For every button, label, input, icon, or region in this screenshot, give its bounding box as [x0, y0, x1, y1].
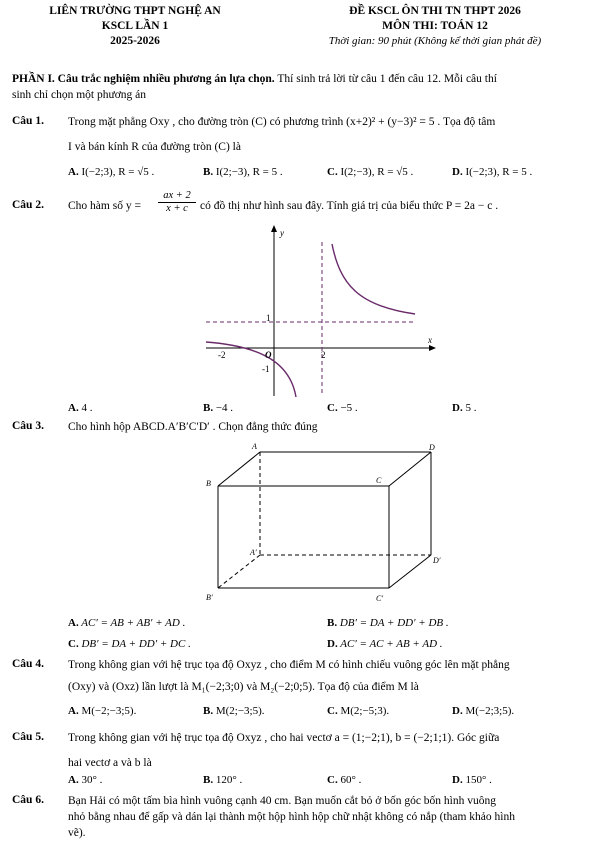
q2-option-d[interactable]: D. 5 .	[452, 402, 477, 414]
q4-option-b[interactable]: B. M(2;−3;5).	[203, 705, 265, 717]
tick-label-2: 2	[321, 350, 326, 360]
exam-round: KSCL LẦN 1	[101, 20, 169, 32]
q3-option-a[interactable]: A. AC′ = AB + AB′ + AD .	[68, 617, 186, 629]
y-axis-label: y	[280, 228, 284, 238]
q4-stem-2: (Oxy) và (Oxz) lần lượt là M₁(−2;3;0) và M₂(−2;0;5). Tọa độ của điểm M là	[68, 681, 419, 693]
vertex-d: D	[429, 443, 435, 452]
q4-option-d[interactable]: D. M(−2;3;5).	[452, 705, 515, 717]
q2-stem-post: có đồ thị như hình sau đây. Tính giá trị của biểu thức P = 2a − c .	[200, 200, 499, 212]
school-year: 2025-2026	[110, 35, 160, 47]
exam-duration: Thời gian: 90 phút (Không kể thời gian phát đề)	[328, 35, 542, 47]
vertex-c1: C′	[376, 594, 384, 603]
vertex-c: C	[376, 476, 382, 485]
tick-label-minus2: -2	[218, 350, 226, 360]
q5-option-b[interactable]: B. 120° .	[203, 774, 243, 786]
part1-intro	[12, 72, 582, 86]
q3-option-d[interactable]: D. AC′ = AC + AB + AD .	[327, 638, 443, 650]
q1-number: Câu 1.	[12, 115, 44, 127]
q2-fraction: ax + 2 x + c	[158, 190, 196, 215]
q4-option-a[interactable]: A. M(−2;−3;5).	[68, 705, 137, 717]
q6-stem-1: Bạn Hải có một tấm bìa hình vuông cạnh 40 cm. Bạn muốn cắt bỏ ở bốn góc bốn hình vuông	[68, 795, 496, 807]
vertex-b: B	[206, 479, 211, 488]
q4-option-c[interactable]: C. M(2;−5;3).	[327, 705, 390, 717]
school-name: LIÊN TRƯỜNG THPT NGHỆ AN	[49, 5, 221, 17]
tick-label-1: 1	[266, 313, 271, 323]
vertex-d1: D′	[433, 556, 441, 565]
tick-label-minus1: -1	[262, 364, 270, 374]
q3-option-b[interactable]: B. DB′ = DA + DD′ + DB .	[327, 617, 449, 629]
q3-option-c[interactable]: C. DB′ = DA + DD′ + DC .	[68, 638, 191, 650]
q5-option-d[interactable]: D. 150° .	[452, 774, 492, 786]
q2-option-b[interactable]: B. −4 .	[203, 402, 234, 414]
q6-number: Câu 6.	[12, 794, 44, 806]
q1-option-d[interactable]: D. I(−2;3), R = 5 .	[452, 166, 533, 178]
q5-number: Câu 5.	[12, 731, 44, 743]
q4-stem-1: Trong không gian với hệ trục tọa độ Oxyz , cho điểm M có hình chiếu vuông góc lên mặt phẳng	[68, 659, 510, 671]
q5-stem-2: hai vectơ a và b là	[68, 757, 152, 769]
q1-option-b[interactable]: B. I(2;−3), R = 5 .	[203, 166, 283, 178]
vertex-a: A	[252, 442, 257, 451]
q2-option-c[interactable]: C. −5 .	[327, 402, 358, 414]
q6-stem-2: nhỏ bằng nhau để gấp và dán lại thành một hộp hình hộp chữ nhật không có nắp (tham khảo hình	[68, 811, 515, 823]
q2-option-a[interactable]: A. 4 .	[68, 402, 93, 414]
q1-option-a[interactable]: A. I(−2;3), R = √5 .	[68, 166, 155, 178]
q1-stem-1: Trong mặt phẳng Oxy , cho đường tròn (C) có phương trình (x+2)² + (y−3)² = 5 . Tọa độ tâm	[68, 116, 496, 128]
q6-stem-3: vẽ).	[68, 827, 86, 839]
q5-option-c[interactable]: C. 60° .	[327, 774, 362, 786]
x-axis-label: x	[428, 335, 432, 345]
q1-stem-2: I và bán kính R của đường tròn (C) là	[68, 141, 241, 153]
part1-title: PHẦN I. Câu trắc nghiệm nhiều phương án lựa chọn.	[12, 73, 275, 85]
q2-function-graph	[200, 222, 440, 400]
part1-text-1: Thí sinh trả lời từ câu 1 đến câu 12. Mỗi câu thí	[277, 73, 497, 85]
q2-number: Câu 2.	[12, 199, 44, 211]
q3-number: Câu 3.	[12, 420, 44, 432]
q3-stem: Cho hình hộp ABCD.A′B′C′D′ . Chọn đẳng thức đúng	[68, 421, 318, 433]
subject-title: MÔN THI: TOÁN 12	[382, 20, 488, 32]
part1-text-2: sinh chỉ chọn một phương án	[12, 89, 147, 101]
vertex-a1: A′	[250, 548, 257, 557]
q4-number: Câu 4.	[12, 658, 44, 670]
q3-parallelepiped	[196, 440, 446, 608]
origin-label: O	[265, 350, 272, 360]
q1-option-c[interactable]: C. I(2;−3), R = √5 .	[327, 166, 414, 178]
exam-title: ĐỀ KSCL ÔN THI TN THPT 2026	[349, 5, 521, 17]
q5-option-a[interactable]: A. 30° .	[68, 774, 103, 786]
vertex-b1: B′	[206, 593, 213, 602]
q5-stem-1: Trong không gian với hệ trục tọa độ Oxyz , cho hai vectơ a = (1;−2;1), b = (−2;1;1). Góc giữa	[68, 732, 500, 744]
q2-stem-pre: Cho hàm số y =	[68, 200, 141, 212]
